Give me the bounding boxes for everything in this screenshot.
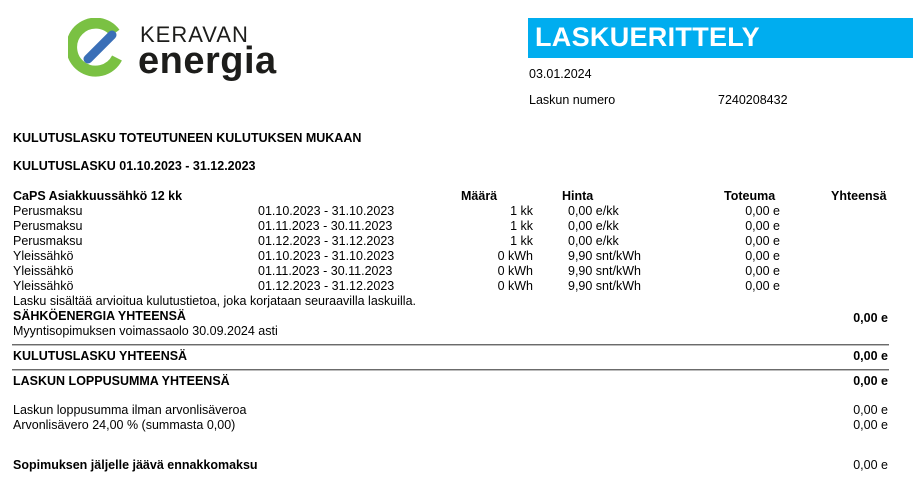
row-name: Yleissähkö xyxy=(13,249,74,263)
invoice-date: 03.01.2024 xyxy=(529,67,592,81)
prepayment-label: Sopimuksen jäljelle jäävä ennakkomaksu xyxy=(13,458,258,472)
row-period: 01.11.2023 - 30.11.2023 xyxy=(258,264,393,278)
estimate-note: Lasku sisältää arvioitua kulutustietoa, joka korjataan seuraavilla laskuilla. xyxy=(13,294,416,308)
row-price: 9,90 snt/kWh xyxy=(568,249,641,263)
row-qty: 0 kWh xyxy=(497,279,533,293)
document-title-bar xyxy=(528,18,913,58)
contract-validity-note: Myyntisopimuksen voimassaolo 30.09.2024 asti xyxy=(13,324,278,338)
row-name: Perusmaksu xyxy=(13,204,83,218)
net-total-value: 0,00 e xyxy=(853,403,888,417)
prepayment-value: 0,00 e xyxy=(853,458,888,472)
row-actual: 0,00 e xyxy=(745,279,780,293)
row-period: 01.11.2023 - 30.11.2023 xyxy=(258,219,393,233)
column-header-hinta: Hinta xyxy=(562,189,594,203)
divider xyxy=(12,344,889,346)
brand-name-top: KERAVAN xyxy=(140,22,249,47)
brand-name-bottom: energia xyxy=(138,40,277,82)
row-name: Yleissähkö xyxy=(13,279,74,293)
row-qty: 0 kWh xyxy=(497,249,533,263)
column-header-yhteensa: Yhteensä xyxy=(831,189,887,203)
row-price: 0,00 e/kk xyxy=(568,219,619,233)
divider xyxy=(12,369,889,371)
column-header-toteuma: Toteuma xyxy=(724,189,776,203)
invoice-total-label: KULUTUSLASKU YHTEENSÄ xyxy=(13,349,188,363)
row-period: 01.12.2023 - 31.12.2023 xyxy=(258,279,395,293)
section-heading: KULUTUSLASKU TOTEUTUNEEN KULUTUKSEN MUKAAN xyxy=(13,131,362,145)
row-qty: 1 kk xyxy=(510,204,533,218)
column-header-maara: Määrä xyxy=(461,189,498,203)
row-actual: 0,00 e xyxy=(745,234,780,248)
row-period: 01.10.2023 - 31.10.2023 xyxy=(258,204,395,218)
invoice-total-value: 0,00 e xyxy=(853,349,888,363)
product-name: CaPS Asiakkuussähkö 12 kk xyxy=(13,189,183,203)
row-price: 0,00 e/kk xyxy=(568,234,619,248)
grand-total-value: 0,00 e xyxy=(853,374,888,388)
row-name: Perusmaksu xyxy=(13,234,83,248)
row-name: Perusmaksu xyxy=(13,219,83,233)
row-actual: 0,00 e xyxy=(745,204,780,218)
vat-label: Arvonlisävero 24,00 % (summasta 0,00) xyxy=(13,418,236,432)
period-heading: KULUTUSLASKU 01.10.2023 - 31.12.2023 xyxy=(13,159,256,173)
grand-total-label: LASKUN LOPPUSUMMA YHTEENSÄ xyxy=(13,374,230,388)
row-actual: 0,00 e xyxy=(745,264,780,278)
row-period: 01.12.2023 - 31.12.2023 xyxy=(258,234,395,248)
row-period: 01.10.2023 - 31.10.2023 xyxy=(258,249,395,263)
row-price: 9,90 snt/kWh xyxy=(568,264,641,278)
row-actual: 0,00 e xyxy=(745,219,780,233)
row-price: 9,90 snt/kWh xyxy=(568,279,641,293)
energy-total-value: 0,00 e xyxy=(853,311,888,325)
row-name: Yleissähkö xyxy=(13,264,74,278)
row-actual: 0,00 e xyxy=(745,249,780,263)
document-title: LASKUERITTELY xyxy=(535,22,760,52)
vat-value: 0,00 e xyxy=(853,418,888,432)
net-total-label: Laskun loppusumma ilman arvonlisäveroa xyxy=(13,403,247,417)
invoice-number-label: Laskun numero xyxy=(529,93,616,107)
row-price: 0,00 e/kk xyxy=(568,204,619,218)
row-qty: 0 kWh xyxy=(497,264,533,278)
keravan-energia-logo xyxy=(68,16,288,84)
energy-total-label: SÄHKÖENERGIA YHTEENSÄ xyxy=(13,309,186,323)
logo-mark-icon xyxy=(68,18,128,78)
invoice-number: 7240208432 xyxy=(718,93,788,107)
row-qty: 1 kk xyxy=(510,234,533,248)
row-qty: 1 kk xyxy=(510,219,533,233)
